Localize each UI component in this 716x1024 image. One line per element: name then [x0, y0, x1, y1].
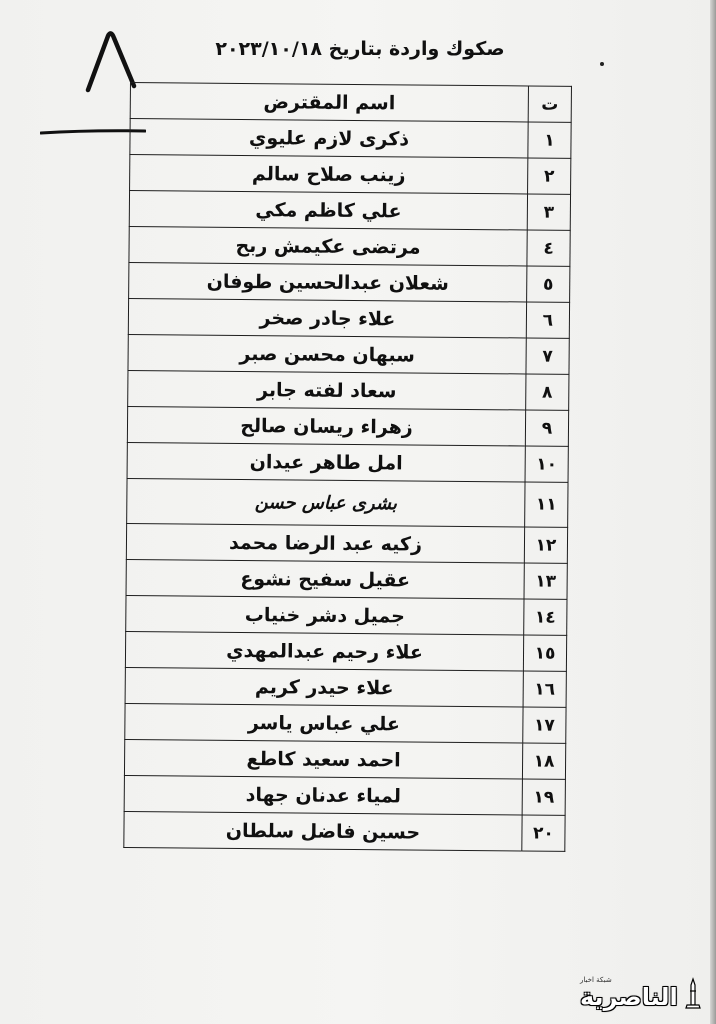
borrower-name: امل طاهر عيدان: [127, 442, 525, 481]
row-number: ٣: [527, 194, 570, 230]
row-number: ١٣: [524, 563, 567, 599]
borrower-name: زينب صلاح سالم: [130, 155, 528, 194]
table-row: [127, 406, 568, 446]
watermark-logo: [580, 972, 708, 1014]
table-row: [124, 811, 565, 851]
row-number: ٥: [527, 266, 570, 302]
page-title: صكوك واردة بتاريخ ٢٠٢٣/١٠/١٨: [215, 38, 505, 60]
borrower-name: شعلان عبدالحسين طوفان: [129, 262, 527, 301]
table-row: [125, 667, 566, 707]
row-number: ٢: [528, 158, 571, 194]
table-row: [126, 559, 567, 599]
borrower-name: ذكرى لازم عليوي: [130, 119, 528, 158]
borrower-name: علي كاظم مكي: [129, 191, 527, 230]
borrower-name: لمياء عدنان جهاد: [124, 775, 522, 814]
borrowers-table-wrap: [123, 82, 572, 852]
row-number: ١٢: [524, 527, 567, 563]
borrower-name: مرتضى عكيمش ربح: [129, 226, 527, 265]
table-row: [127, 478, 568, 527]
borrower-name: سعاد لفته جابر: [128, 370, 526, 409]
borrower-name: علاء حيدر كريم: [125, 667, 523, 706]
borrower-name: زكيه عبد الرضا محمد: [126, 523, 524, 562]
row-number: ٢٠: [522, 815, 565, 851]
table-row: [125, 631, 566, 671]
watermark-subtitle: شبكة اخبار: [580, 976, 612, 984]
borrower-name: احمد سعيد كاطع: [124, 739, 522, 778]
table-header-row: [130, 83, 571, 123]
row-number: ٨: [526, 374, 569, 410]
table-row: [128, 370, 569, 410]
row-number: ١٩: [522, 779, 565, 815]
row-number: ١٦: [523, 671, 566, 707]
row-number: ٩: [525, 410, 568, 446]
page-edge-shadow: [710, 0, 716, 1024]
borrower-name: زهراء ريسان صالح: [127, 406, 525, 445]
watermark-name: الناصرية: [580, 983, 678, 1011]
row-number: ١٨: [522, 743, 565, 779]
row-number: ١١: [525, 482, 568, 527]
table-row: [127, 442, 568, 482]
row-number: ٦: [526, 302, 569, 338]
row-number: ٤: [527, 230, 570, 266]
table-row: [124, 739, 565, 779]
header-name: اسم المقترض: [130, 83, 528, 122]
table-row: [130, 119, 571, 159]
table-row: [129, 226, 570, 266]
row-number: ١: [528, 122, 571, 158]
row-number: ١٠: [525, 446, 568, 482]
row-number: ١٥: [523, 635, 566, 671]
row-number: ١٧: [523, 707, 566, 743]
row-number: ٧: [526, 338, 569, 374]
borrower-name: جميل دشر خنياب: [126, 595, 524, 634]
borrower-name: حسين فاضل سلطان: [124, 811, 522, 850]
table-row: [126, 523, 567, 563]
ink-speck: [600, 62, 604, 66]
table-row: [130, 155, 571, 195]
header-number: ت: [528, 86, 571, 122]
table-row: [124, 775, 565, 815]
borrower-name: بشرى عباس حسن: [127, 478, 525, 526]
table-row: [125, 703, 566, 743]
row-number: ١٤: [524, 599, 567, 635]
borrower-name: عقيل سفيح نشوع: [126, 559, 524, 598]
borrower-name: سبهان محسن صبر: [128, 334, 526, 373]
table-row: [128, 298, 569, 338]
borrower-name: علاء رحيم عبدالمهدي: [125, 631, 523, 670]
borrower-name: علاء جادر صخر: [128, 298, 526, 337]
table-row: [129, 191, 570, 231]
table-row: [126, 595, 567, 635]
borrower-name: علي عباس ياسر: [125, 703, 523, 742]
borrowers-table: [123, 82, 572, 852]
minaret-icon: [682, 977, 704, 1009]
table-row: [129, 262, 570, 302]
table-row: [128, 334, 569, 374]
